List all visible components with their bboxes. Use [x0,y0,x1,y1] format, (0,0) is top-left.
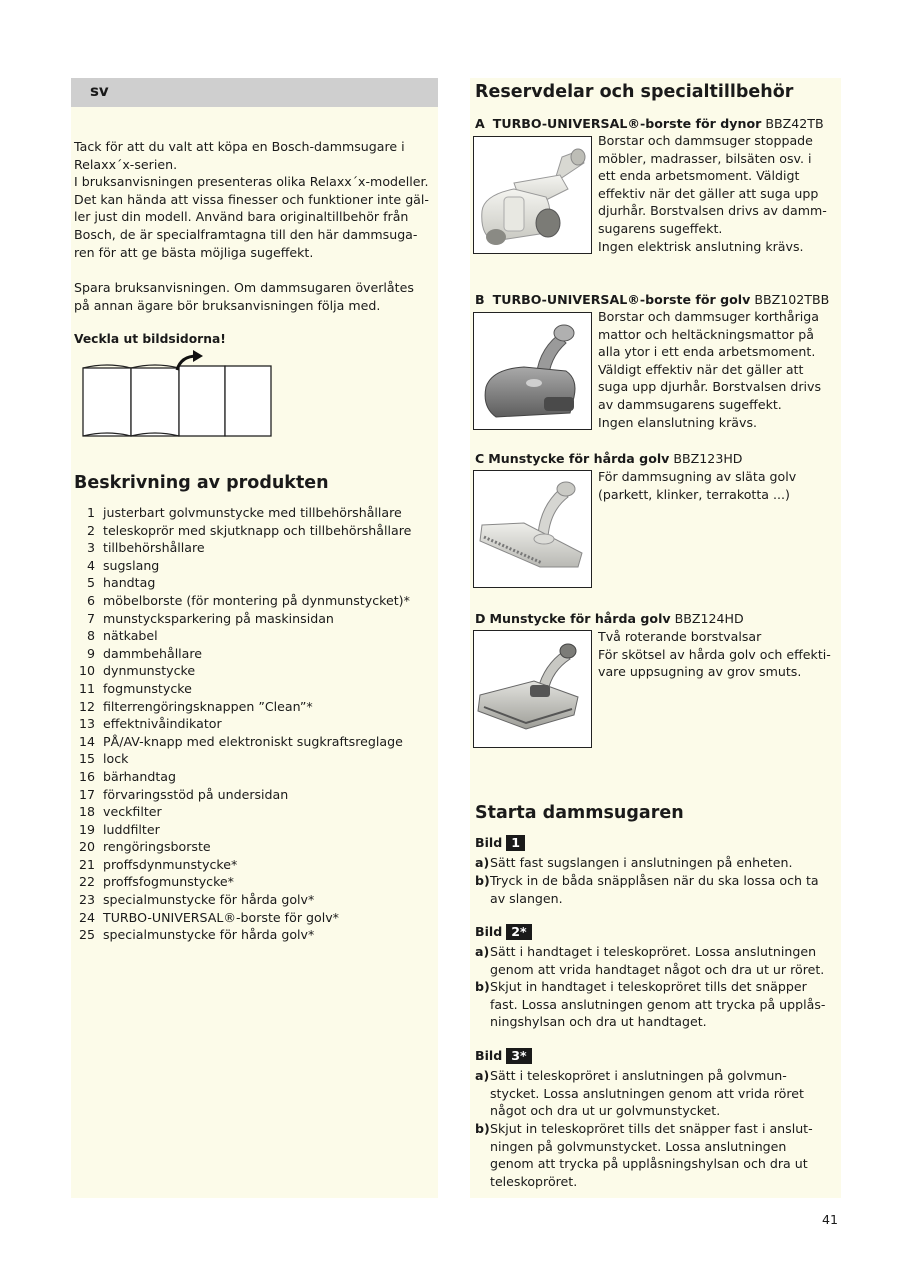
item-number: 10 [78,663,95,679]
step-label: b) [475,873,490,888]
text-line: Två roterande borstvalsar [598,629,762,644]
text-line: genom att vrida handtaget något och dra ut ur röret. [490,961,825,977]
list-item [74,610,438,628]
list-item [74,522,438,540]
item-number: 13 [78,716,95,732]
language-label: sv [90,82,109,100]
item-text: filterrengöringsknappen ”Clean”* [103,698,313,714]
unfold-label: Veckla ut bildsidorna! [74,332,226,346]
list-item [74,715,438,733]
accessory-b-heading [475,291,841,309]
accessory-letter: D [475,611,486,626]
list-item [74,786,438,804]
figure-badge: 2* [506,924,531,940]
list-item [74,557,438,575]
text-line: För skötsel av hårda golv och effekti- [598,646,831,662]
item-number: 24 [78,909,95,925]
save-note-paragraph [74,279,436,314]
accessory-model: BBZ42TB [765,116,824,131]
step-label: a) [475,855,490,870]
item-text: förvaringsstöd på undersidan [103,786,289,802]
language-bar [71,78,438,107]
upholstery-turbo-brush-icon [474,137,591,253]
item-text: möbelborste (för montering på dynmunstycket)* [103,592,410,608]
figure-badge: 3* [506,1048,531,1064]
list-item [74,698,438,716]
item-text: dynmunstycke [103,663,196,679]
item-text: handtag [103,575,156,591]
list-item [74,838,438,856]
item-text: lock [103,751,129,767]
accessory-a-image [473,136,592,254]
accessory-name: Munstycke för hårda golv [488,451,670,466]
step-label: a) [475,1068,490,1083]
text-line: ningshylsan och dra ut handtaget. [490,1014,707,1030]
text-line: ren för att ge bästa möjliga sugeffekt. [74,244,314,260]
item-number: 8 [86,628,95,644]
text-line: Bosch, de är specialframtagna till den här dammsuga- [74,226,418,242]
text-line: Skjut in handtaget i teleskopröret tills det snäpper [490,979,807,994]
list-item [74,627,438,645]
list-item [74,680,438,698]
accessory-letter: B [475,292,485,307]
hard-floor-nozzle-icon [474,471,591,587]
text-line: möbler, madrasser, bilsäten osv. i [598,150,812,166]
item-text: rengöringsborste [103,839,211,855]
text-line: djurhår. Borstvalsen drivs av damm- [598,203,827,219]
item-text: effektnivåindikator [103,716,222,732]
accessory-d-heading [475,610,841,628]
text-line: fast. Lossa anslutningen genom att trycka på upplås- [490,996,826,1012]
accessory-name: Munstycke för hårda golv [489,611,671,626]
item-number: 14 [78,733,95,749]
list-item [74,574,438,592]
accessory-letter: A [475,116,485,131]
text-line: teleskopröret. [490,1173,578,1189]
page-number: 41 [822,1212,839,1227]
text-line: ett enda arbetsmoment. Väldigt [598,168,800,184]
item-number: 23 [78,892,95,908]
item-text: proffsfogmunstycke* [103,874,234,890]
item-number: 3 [86,540,95,556]
text-line: Spara bruksanvisningen. Om dammsugaren överlåtes [74,280,414,295]
item-text: TURBO-UNIVERSAL®-borste för golv* [103,909,339,925]
figure-badge: 1 [506,835,525,851]
text-line: (parkett, klinker, terrakotta ...) [598,486,790,502]
text-line: Relaxx´x-serien. [74,156,178,172]
item-number: 21 [78,856,95,872]
text-line: Ingen elanslutning krävs. [598,414,758,430]
accessory-b-image [473,312,592,430]
left-column [71,78,438,1198]
item-number: 1 [86,505,95,520]
item-number: 4 [86,557,95,573]
item-text: nätkabel [103,628,158,644]
item-text: justerbart golvmunstycke med tillbehörshållare [103,505,402,520]
text-line: ler just din modell. Använd bara originaltillbehör från [74,209,409,225]
parts-list [74,504,438,944]
accessory-model: BBZ102TBB [754,292,830,307]
accessory-model: BBZ124HD [674,611,744,626]
step-label: a) [475,944,490,959]
figure-3-step-b [475,1120,837,1190]
accessory-a-heading [475,115,841,133]
intro-paragraph [74,138,436,261]
description-heading: Beskrivning av produkten [74,473,329,493]
item-text: specialmunstycke för hårda golv* [103,892,315,908]
rotating-hard-floor-nozzle-icon [474,631,591,747]
item-text: tillbehörshållare [103,540,205,556]
text-line: Sätt fast sugslangen i anslutningen på enheten. [490,855,793,870]
text-line: ningen på golvmunstycket. Lossa anslutningen [490,1138,787,1154]
list-item [74,873,438,891]
item-text: dammbehållare [103,645,203,661]
accessory-letter: C [475,451,485,466]
text-line: För dammsugning av släta golv [598,469,797,484]
floor-turbo-brush-icon [474,313,591,429]
item-text: veckfilter [103,804,162,820]
figure-2-label [475,923,532,941]
text-line: stycket. Lossa anslutningen genom att vrida röret [490,1085,804,1101]
figure-3-step-a [475,1067,837,1120]
figure-2-step-b [475,978,837,1031]
text-line: Tack för att du valt att köpa en Bosch-dammsugare i [74,139,405,154]
start-heading: Starta dammsugaren [475,803,684,823]
accessory-b-description [598,308,841,431]
accessory-d-description [598,628,841,681]
item-number: 9 [86,645,95,661]
figure-word: Bild [475,924,503,939]
figure-3-label [475,1047,532,1065]
accessory-c-image [473,470,592,588]
figure-word: Bild [475,1048,503,1063]
accessory-name: TURBO-UNIVERSAL®-borste för golv [492,292,751,307]
text-line: Sätt i handtaget i teleskopröret. Lossa anslutningen [490,944,817,959]
item-text: PÅ/AV-knapp med elektroniskt sugkraftsreglage [103,733,403,749]
item-number: 17 [78,786,95,802]
item-number: 16 [78,768,95,784]
text-line: Tryck in de båda snäpplåsen när du ska lossa och ta [490,873,819,888]
list-item [74,926,438,944]
list-item [74,592,438,610]
item-number: 19 [78,821,95,837]
list-item [74,662,438,680]
figure-1-step-b [475,872,837,907]
step-label: b) [475,979,490,994]
list-item [74,768,438,786]
item-text: luddfilter [103,821,160,837]
list-item [74,909,438,927]
item-number: 18 [78,804,95,820]
item-number: 11 [78,680,95,696]
text-line: på annan ägare bör bruksanvisningen följa med. [74,297,381,313]
text-line: av slangen. [490,890,563,906]
list-item [74,645,438,663]
text-line: Ingen elektrisk anslutning krävs. [598,238,804,254]
text-line: alla ytor i ett enda arbetsmoment. [598,344,816,360]
list-item [74,891,438,909]
item-text: specialmunstycke för hårda golv* [103,927,315,943]
text-line: av dammsugarens sugeffekt. [598,396,782,412]
text-line: något och dra ut ur golvmunstycket. [490,1103,721,1119]
item-text: fogmunstycke [103,680,192,696]
item-text: teleskoprör med skjutknapp och tillbehörshållare [103,522,412,538]
accessories-heading: Reservdelar och specialtillbehör [475,82,794,102]
item-number: 15 [78,751,95,767]
figure-1-step-a [475,854,837,872]
text-line: effektiv när det gäller att suga upp [598,185,819,201]
list-item [74,803,438,821]
text-line: sugarens sugeffekt. [598,220,723,236]
text-line: Det kan hända att vissa finesser och funktioner inte gäl- [74,191,429,207]
unfold-pages-icon [81,350,281,440]
accessory-model: BBZ123HD [673,451,743,466]
accessory-c-heading [475,450,841,468]
text-line: Borstar och dammsuger stoppade [598,133,813,148]
list-item [74,733,438,751]
item-number: 12 [78,698,95,714]
text-line: suga upp djurhår. Borstvalsen drivs [598,379,822,395]
text-line: Väldigt effektiv när det gäller att [598,361,804,377]
accessory-a-description [598,132,841,255]
right-column [470,78,841,1198]
text-line: genom att trycka på upplåsningshylsan och dra ut [490,1156,808,1172]
accessory-c-description [598,468,841,503]
list-item [74,821,438,839]
text-line: I bruksanvisningen presenteras olika Relaxx´x-modeller. [74,174,429,190]
step-label: b) [475,1121,490,1136]
list-item [74,856,438,874]
item-number: 22 [78,874,95,890]
text-line: mattor och heltäckningsmattor på [598,326,814,342]
list-item [74,750,438,768]
figure-2-step-a [475,943,837,978]
item-number: 2 [86,522,95,538]
item-text: bärhandtag [103,768,176,784]
list-item [74,539,438,557]
accessory-name: TURBO-UNIVERSAL®-borste för dynor [492,116,762,131]
item-number: 6 [86,592,95,608]
text-line: Borstar och dammsuger korthåriga [598,309,819,324]
accessory-d-image [473,630,592,748]
item-text: sugslang [103,557,160,573]
text-line: Sätt i teleskopröret i anslutningen på golvmun- [490,1068,787,1083]
item-text: proffsdynmunstycke* [103,856,238,872]
text-line: vare uppsugning av grov smuts. [598,664,802,680]
item-number: 20 [78,839,95,855]
figure-word: Bild [475,835,503,850]
list-item [74,504,438,522]
item-text: munstycksparkering på maskinsidan [103,610,334,626]
item-number: 7 [86,610,95,626]
figure-1-label [475,834,525,852]
text-line: Skjut in teleskopröret tills det snäpper fast i anslut- [490,1121,813,1136]
item-number: 5 [86,575,95,591]
item-number: 25 [78,927,95,943]
